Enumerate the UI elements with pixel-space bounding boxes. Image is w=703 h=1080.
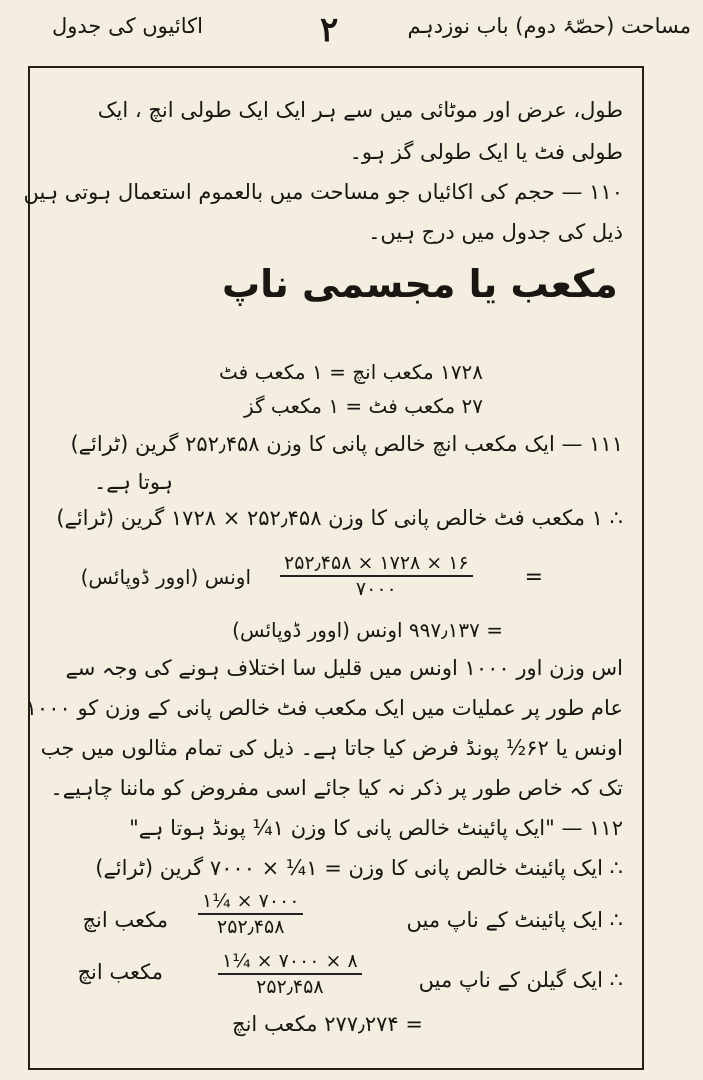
gallon-result: = ۲۷۷٫۲۷۴ مکعب انچ [232,1012,423,1036]
note-line-2: عام طور پر عملیات میں ایک مکعب فٹ خالص پانی کے وزن کو ۱۰۰۰ [25,696,623,720]
art112-line-2: ∴ ایک پائینٹ خالص پانی کا وزن = ۱¼ × ۷۰۰۰ گرین (ٹرائے) [95,856,623,880]
weight-fraction-unit: اونس (اوور ڈوپائس) [80,565,251,589]
fraction-bar [218,973,362,975]
art111-line-3: ∴ ۱ مکعب فٹ خالص پانی کا وزن ۲۵۲٫۴۵۸ × ۱۷۲۸ گرین (ٹرائے) [56,506,623,530]
art111-eq-sign: = [524,565,543,590]
note-line-3: اونس یا ۶۲½ پونڈ فرض کیا جاتا ہے۔ ذیل کی تمام مثالوں میں جب [40,736,623,760]
note-line-4: تک کہ خاص طور پر ذکر نہ کیا جائے اسی مفروض کو ماننا چاہیے۔ [50,776,623,800]
note-line-1: اس وزن اور ۱۰۰۰ اونس میں قلیل سا اختلاف ہونے کی وجہ سے [65,656,623,680]
pint-fraction-numerator: ۱¼ × ۷۰۰۰ [202,890,300,912]
gallon-fraction-denominator: ۲۵۲٫۴۵۸ [256,976,324,998]
intro-line-3: ۱۱۰ — حجم کی اکائیاں جو مساحت میں بالعموم استعمال ہوتی ہیں [23,180,623,204]
art111-result: = ۹۹۷٫۱۳۷ اونس (اوور ڈوپائس) [232,618,503,642]
gallon-label: ∴ ایک گیلن کے ناپ میں [418,968,623,992]
fraction-bar [280,575,473,577]
intro-line-1: طول، عرض اور موٹائی میں سے ہر ایک ایک طولی انچ ، ایک [97,98,623,122]
art111-line-1: ۱۱۱ — ایک مکعب انچ خالص پانی کا وزن ۲۵۲٫۴۵۸ گرین (ٹرائے) [70,432,623,456]
weight-fraction [280,552,473,600]
unit-row-2: ۲۷ مکعب فٹ = ۱ مکعب گز [244,394,483,418]
art111-line-2: ہوتا ہے۔ [94,470,173,494]
gallon-unit: مکعب انچ [77,960,163,984]
pint-fraction-denominator: ۲۵۲٫۴۵۸ [217,916,285,938]
weight-fraction-denominator: ۷۰۰۰ [355,578,397,600]
pint-fraction [198,890,303,938]
art112-line-1: ۱۱۲ — "ایک پائینٹ خالص پانی کا وزن ۱¼ پونڈ ہوتا ہے" [129,816,623,840]
intro-line-2: طولی فٹ یا ایک طولی گز ہو۔ [349,140,623,164]
table-title: مکعب یا مجسمی ناپ [222,262,618,306]
fraction-bar [198,913,303,915]
chapter-heading: مساحت (حصّۂ دوم) باب نوزدہم [407,14,691,38]
unit-row-1: ۱۷۲۸ مکعب انچ = ۱ مکعب فٹ [219,360,483,384]
gallon-fraction-numerator: ۱¼ × ۷۰۰۰ × ۸ [222,950,358,972]
pint-label: ∴ ایک پائینٹ کے ناپ میں [406,908,623,932]
gallon-fraction [218,950,362,998]
pint-unit: مکعب انچ [82,908,168,932]
intro-line-4: ذیل کی جدول میں درج ہیں۔ [368,220,623,244]
section-heading: اکائیوں کی جدول [52,14,203,38]
weight-fraction-numerator: ۲۵۲٫۴۵۸ × ۱۷۲۸ × ۱۶ [284,552,469,574]
page-number: ۲ [320,10,339,50]
